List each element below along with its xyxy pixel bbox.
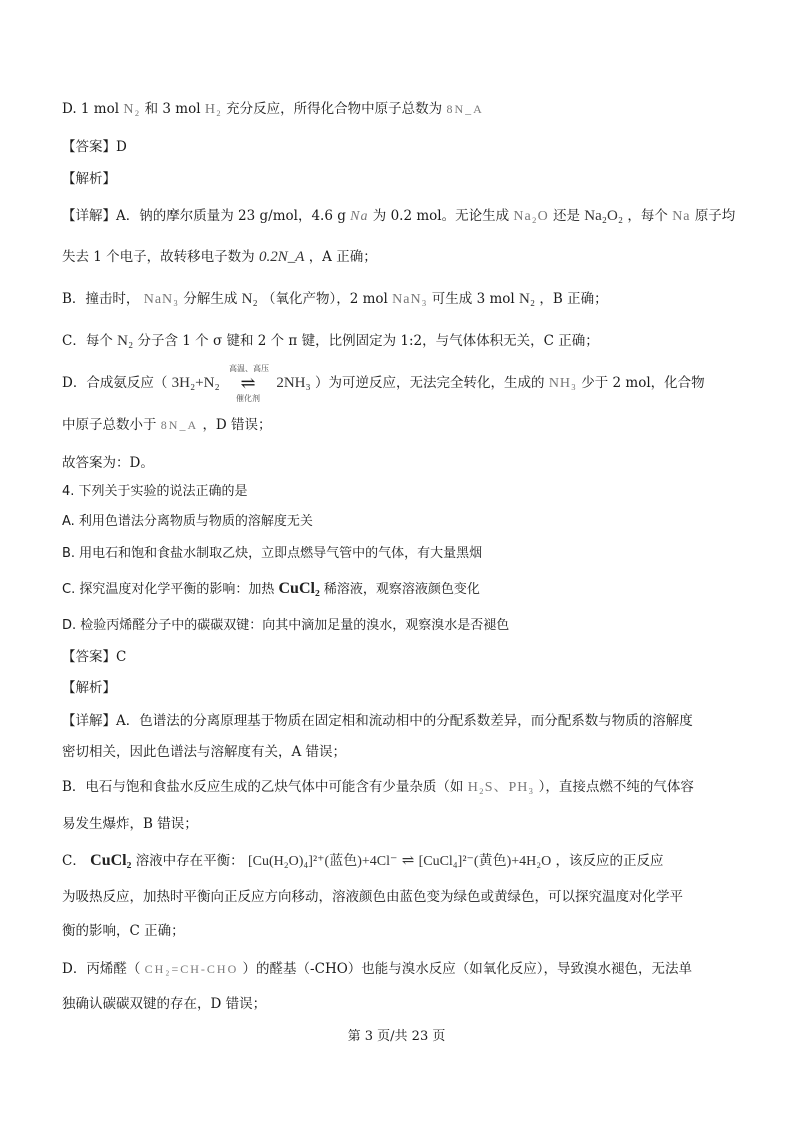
formula-na2o2: Na₂O₂ — [584, 208, 624, 224]
text: 少于 2 mol，化合物 — [581, 375, 705, 391]
text: 【详解】A．钠的摩尔质量为 23 g/mol，4.6 g — [62, 208, 351, 224]
condition-top: 高温、高压 — [229, 363, 270, 373]
question-4-stem — [62, 481, 742, 503]
explanation-d-line2 — [62, 414, 742, 436]
equation-arrow: ⇌ — [401, 853, 415, 869]
text: 故答案为：D。 — [62, 455, 154, 471]
text: 【详解】A．色谱法的分离原理基于物质在固定相和流动相中的分配系数差异，而分配系数与物质的溶解度 — [62, 713, 693, 729]
equation-left: [Cu(H₂O)₄]²⁺(蓝色)+4Cl⁻ — [247, 854, 398, 869]
text: 还是 — [553, 208, 585, 224]
text: ，每个 — [627, 208, 673, 224]
formula-na: Na — [350, 209, 369, 224]
text: ），直接点燃不纯的气体容 — [538, 779, 694, 795]
text: 充分反应，所得化合物中原子总数为 — [226, 101, 443, 117]
formula-acrolein: CH₂=CH-CHO — [144, 962, 239, 976]
formula-8na: 8N_A — [160, 418, 199, 432]
equation-right: [CuCl₄]²⁻(黄色)+4H₂O — [418, 854, 552, 869]
analysis-text: 【解析】 — [62, 680, 116, 696]
answer-text: 【答案】D — [62, 139, 127, 155]
formula-lhs: 3H₂+N₂ — [171, 375, 220, 391]
formula-cucl2: CuCl₂ — [90, 852, 132, 869]
question-4-option-a — [62, 511, 742, 533]
text: 可生成 3 mol — [431, 291, 520, 307]
text: ，B 正确； — [539, 291, 608, 307]
formula-n2: N₂ — [123, 102, 141, 117]
page-footer — [0, 1027, 793, 1047]
explanation2-b-line2 — [62, 813, 742, 835]
text: B．电石与饱和食盐水反应生成的乙炔气体中可能含有少量杂质（如 — [62, 779, 468, 795]
text: ）为可逆反应，无法完全转化，生成的 — [315, 375, 549, 391]
text: 稀溶液，观察溶液颜色变化 — [323, 582, 480, 597]
question-4-option-b — [62, 543, 742, 565]
formula-nh3: NH₃ — [548, 376, 577, 391]
explanation2-a-line2 — [62, 741, 742, 763]
formula-h2: H₂ — [204, 102, 222, 117]
explanation-b-line — [62, 288, 742, 311]
text: A. 利用色谱法分离物质与物质的溶解度无关 — [62, 514, 313, 529]
text: 失去 1 个电子，故转移电子数为 — [62, 249, 259, 265]
text: 原子均 — [694, 208, 736, 224]
explanation2-d-line2 — [62, 993, 742, 1015]
answer-label-2 — [62, 646, 742, 668]
explanation-d-line1 — [62, 363, 742, 403]
text: C．每个 — [62, 333, 118, 349]
text: 为 0.2 mol。无论生成 — [372, 208, 514, 224]
text: 和 3 mol — [144, 101, 205, 117]
arrow-glyph: ⇌ — [240, 372, 256, 394]
formula-cucl2: CuCl₂ — [278, 580, 320, 597]
explanation2-d-line1 — [62, 958, 742, 980]
formula-n2: N₂ — [241, 291, 258, 307]
text: 为吸热反应，加热时平衡向正反应方向移动，溶液颜色由蓝色变为绿色或黄绿色，可以探究温度对化学平 — [62, 889, 683, 905]
explanation2-a-line1 — [62, 710, 742, 732]
analysis-label — [62, 168, 742, 190]
text: 分解生成 — [183, 291, 242, 307]
formula-0-2na: 0.2N_A — [258, 249, 305, 265]
option-d-line — [62, 98, 742, 121]
text: ，D 错误； — [202, 417, 272, 433]
text: D．合成氨反应（ — [62, 375, 168, 391]
text: C. 探究温度对化学平衡的影响：加热 — [62, 582, 279, 597]
text: 衡的影响，C 正确； — [62, 923, 185, 939]
question-4-option-d — [62, 615, 742, 637]
text: 密切相关，因此色谱法与溶解度有关，A 错误； — [62, 744, 347, 760]
text: D．丙烯醛（ — [62, 961, 141, 977]
explanation2-c-line1 — [62, 850, 742, 873]
explanation-c-line — [62, 330, 742, 352]
text: （氧化产物），2 mol — [262, 291, 393, 307]
formula-na: Na — [672, 209, 691, 224]
text: 独确认碳碳双键的存在，D 错误； — [62, 996, 267, 1012]
formula-nan3: NaN₃ — [143, 292, 180, 307]
text: 易发生爆炸，B 错误； — [62, 816, 198, 832]
formula-nan3: NaN₃ — [392, 292, 428, 307]
formula-na2o: Na₂O — [513, 209, 549, 224]
condition-bottom: 催化剂 — [236, 393, 261, 403]
answer-text: 【答案】C — [62, 649, 127, 665]
conclusion-line — [62, 452, 742, 474]
text: 分子含 1 个 σ 键和 2 个 π 键，比例固定为 1:2，与气体体积无关，C 正确； — [137, 333, 599, 349]
formula-8na: 8N_A — [446, 102, 484, 116]
text: ，A 正确； — [308, 249, 377, 265]
page-number: 第 3 页/共 23 页 — [347, 1029, 446, 1044]
explanation-a-line1 — [62, 205, 742, 228]
text: D. 1 mol — [62, 101, 124, 117]
text: ）的醛基（-CHO）也能与溴水反应（如氧化反应），导致溴水褪色，无法单 — [242, 961, 693, 977]
text: 中原子总数小于 — [62, 417, 161, 433]
formula-h2s-ph3: H₂S、PH₃ — [467, 780, 535, 795]
text: ，该反应的正反应 — [555, 853, 664, 869]
explanation2-c-line3 — [62, 920, 742, 942]
answer-label — [62, 136, 742, 158]
text: C． — [62, 853, 86, 869]
analysis-label-2 — [62, 677, 742, 699]
explanation2-c-line2 — [62, 886, 742, 908]
question-4-option-c — [62, 578, 742, 601]
text: 4. 下列关于实验的说法正确的是 — [62, 484, 248, 499]
formula-rhs: 2NH₃ — [276, 375, 311, 391]
formula-n2: N₂ — [117, 333, 134, 349]
text: B．撞击时， — [62, 291, 140, 307]
explanation2-b-line1 — [62, 776, 742, 799]
analysis-text: 【解析】 — [62, 171, 116, 187]
explanation-a-line2 — [62, 246, 742, 268]
text: 溶液中存在平衡： — [135, 853, 244, 869]
equilibrium-arrow — [226, 363, 270, 403]
formula-n2: N₂ — [519, 291, 536, 307]
text: D. 检验丙烯醛分子中的碳碳双键：向其中滴加足量的溴水，观察溴水是否褪色 — [62, 618, 510, 633]
text: B. 用电石和饱和食盐水制取乙炔，立即点燃导气管中的气体，有大量黑烟 — [62, 546, 483, 561]
